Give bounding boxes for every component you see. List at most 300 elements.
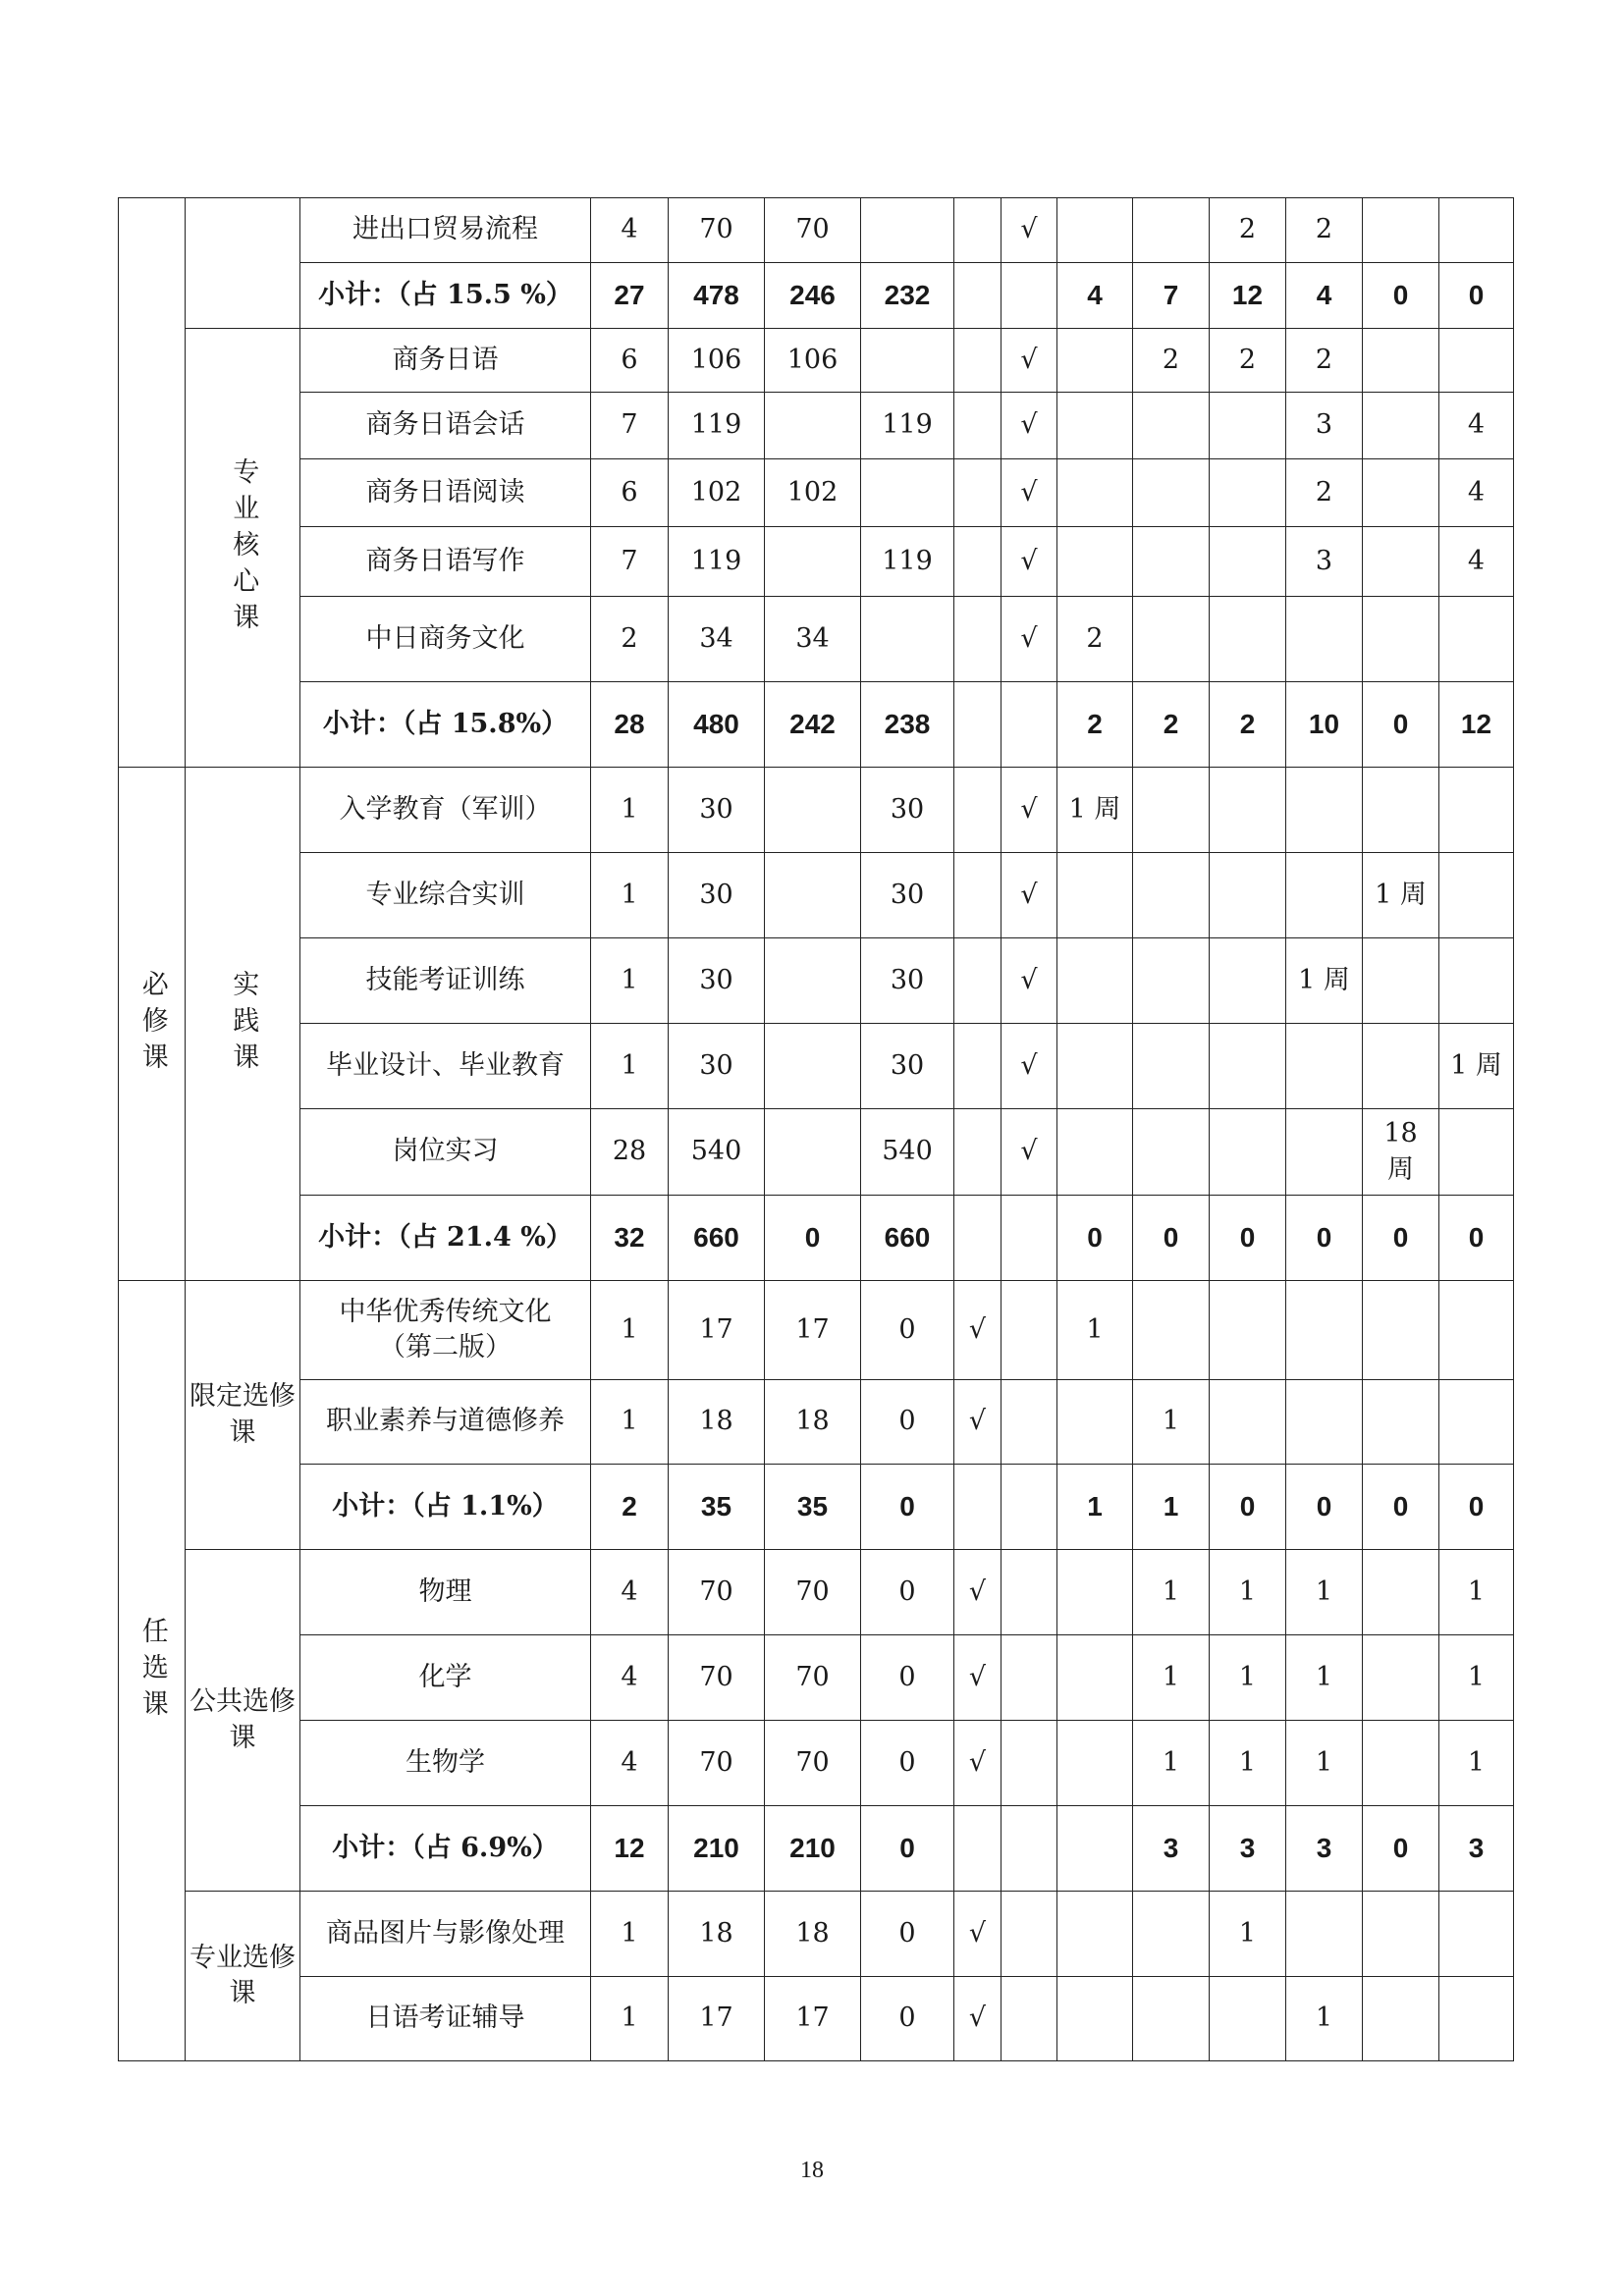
table-row [119,1892,1514,1977]
credit-cell: 4 [591,1721,669,1806]
credit-cell: 7 [591,393,669,459]
semester-1-cell [1057,1550,1133,1635]
semester-3-cell: 2 [1210,198,1286,263]
total-hours-cell: 119 [669,393,765,459]
semester-3-cell: 0 [1210,1196,1286,1281]
semester-4-cell: 2 [1286,198,1363,263]
semester-5-cell [1363,393,1439,459]
semester-1-cell [1057,1977,1133,2061]
semester-6-cell [1439,1977,1514,2061]
total-hours-cell: 540 [669,1109,765,1196]
semester-4-cell: 1 [1286,1550,1363,1635]
practice-hours-cell [861,459,954,527]
subtotal-label: 小计：（占 1.1%） [300,1465,591,1550]
semester-3-cell [1210,1380,1286,1465]
semester-2-cell: 1 [1133,1380,1210,1465]
total-hours-cell: 34 [669,597,765,682]
semester-5-cell [1363,938,1439,1024]
semester-4-cell [1286,1281,1363,1380]
semester-1-cell: 1 [1057,1465,1133,1550]
semester-1-cell [1057,1892,1133,1977]
credit-cell: 32 [591,1196,669,1281]
semester-6-cell [1439,198,1514,263]
credit-cell: 1 [591,938,669,1024]
practice-hours-cell: 0 [861,1977,954,2061]
weeks-unit: 周 [1387,1153,1414,1185]
semester-6-cell: 4 [1439,393,1514,459]
practice-hours-cell: 119 [861,393,954,459]
check-cell [1001,1380,1057,1465]
practice-hours-cell: 0 [861,1721,954,1806]
check-cell [1001,682,1057,768]
practice-hours-cell [861,597,954,682]
semester-4-cell: 2 [1286,329,1363,393]
group-label-core: 专业核心课 [186,329,300,768]
semester-1-cell: 2 [1057,597,1133,682]
group-label-public: 公共选修课 [186,1550,300,1892]
practice-hours-cell: 0 [861,1550,954,1635]
subtotal-label: 小计：（占 15.5 %） [300,263,591,329]
semester-5-cell: 0 [1363,1806,1439,1892]
table-row [119,527,1514,597]
table-row [119,459,1514,527]
subtotal-label: 小计：（占 21.4 %） [300,1196,591,1281]
semester-5-cell [1363,329,1439,393]
theory-hours-cell: 210 [765,1806,861,1892]
semester-6-cell [1439,329,1514,393]
practice-hours-cell [861,329,954,393]
course-name: 商务日语会话 [300,393,591,459]
semester-2-cell: 1 [1133,1721,1210,1806]
semester-2-cell [1133,938,1210,1024]
practice-hours-cell [861,198,954,263]
check-cell [1001,263,1057,329]
exam-cell [954,527,1001,597]
total-hours-cell: 70 [669,198,765,263]
table-row [119,1977,1514,2061]
semester-4-cell [1286,1024,1363,1109]
semester-6-cell: 12 [1439,682,1514,768]
semester-3-cell [1210,597,1286,682]
semester-6-cell: 1 [1439,1721,1514,1806]
semester-3-cell [1210,1024,1286,1109]
semester-6-cell: 0 [1439,1196,1514,1281]
total-hours-cell: 30 [669,768,765,853]
category-renxuan: 任选课 [119,1281,186,2061]
semester-5-cell: 0 [1363,1465,1439,1550]
semester-5-cell [1363,1550,1439,1635]
practice-hours-cell: 0 [861,1281,954,1380]
semester-3-cell [1210,768,1286,853]
check-cell [1001,1635,1057,1721]
semester-4-cell [1286,1109,1363,1196]
theory-hours-cell [765,938,861,1024]
total-hours-cell: 119 [669,527,765,597]
practice-hours-cell: 0 [861,1635,954,1721]
semester-2-cell [1133,198,1210,263]
check-cell: √ [1001,768,1057,853]
semester-6-cell [1439,1281,1514,1380]
semester-3-cell [1210,938,1286,1024]
check-cell [1001,1465,1057,1550]
semester-4-cell [1286,768,1363,853]
exam-cell: √ [954,1892,1001,1977]
exam-cell [954,682,1001,768]
exam-cell [954,597,1001,682]
practice-hours-cell: 30 [861,938,954,1024]
table-row [119,1550,1514,1635]
practice-hours-cell: 0 [861,1806,954,1892]
semester-4-cell: 4 [1286,263,1363,329]
semester-4-cell [1286,853,1363,938]
table-row [119,1380,1514,1465]
practice-hours-cell: 30 [861,768,954,853]
course-name: 化学 [300,1635,591,1721]
check-cell: √ [1001,597,1057,682]
exam-cell: √ [954,1550,1001,1635]
course-name: 商务日语阅读 [300,459,591,527]
exam-cell [954,263,1001,329]
credit-cell: 28 [591,682,669,768]
total-hours-cell: 660 [669,1196,765,1281]
semester-3-cell: 1 [1210,1635,1286,1721]
subtotal-row [119,1196,1514,1281]
course-name: 技能考证训练 [300,938,591,1024]
credit-cell: 1 [591,768,669,853]
curriculum-table [118,197,1514,2061]
course-name: 进出口贸易流程 [300,198,591,263]
page-number: 18 [800,2158,824,2183]
exam-cell [954,938,1001,1024]
semester-2-cell: 3 [1133,1806,1210,1892]
table-row [119,1635,1514,1721]
semester-6-cell: 1 [1439,1635,1514,1721]
theory-hours-cell: 17 [765,1281,861,1380]
check-cell: √ [1001,1109,1057,1196]
semester-3-cell [1210,393,1286,459]
theory-hours-cell: 17 [765,1977,861,2061]
subtotal-row [119,682,1514,768]
credit-cell: 1 [591,1281,669,1380]
check-cell [1001,1196,1057,1281]
check-cell [1001,1550,1057,1635]
semester-5-cell [1363,1721,1439,1806]
semester-4-cell: 2 [1286,459,1363,527]
total-hours-cell: 17 [669,1281,765,1380]
semester-2-cell: 1 [1133,1635,1210,1721]
theory-hours-cell [765,1024,861,1109]
semester-3-cell: 1 [1210,1721,1286,1806]
practice-hours-cell: 30 [861,853,954,938]
semester-3-cell: 2 [1210,682,1286,768]
check-cell [1001,1721,1057,1806]
semester-6-cell [1439,938,1514,1024]
semester-2-cell [1133,1281,1210,1380]
semester-4-cell [1286,1380,1363,1465]
semester-1-cell [1057,1635,1133,1721]
exam-cell: √ [954,1977,1001,2061]
semester-1-cell: 2 [1057,682,1133,768]
credit-cell: 2 [591,597,669,682]
course-name: 毕业设计、毕业教育 [300,1024,591,1109]
exam-cell: √ [954,1281,1001,1380]
credit-cell: 12 [591,1806,669,1892]
check-cell [1001,1281,1057,1380]
table-row [119,393,1514,459]
theory-hours-cell: 18 [765,1380,861,1465]
semester-3-cell [1210,853,1286,938]
check-cell: √ [1001,1024,1057,1109]
semester-2-cell: 1 [1133,1465,1210,1550]
semester-5-cell [1363,1109,1439,1196]
semester-4-cell: 0 [1286,1196,1363,1281]
semester-2-cell: 1 [1133,1550,1210,1635]
total-hours-cell: 102 [669,459,765,527]
theory-hours-cell: 102 [765,459,861,527]
check-cell: √ [1001,459,1057,527]
semester-6-cell: 3 [1439,1806,1514,1892]
practice-hours-cell: 0 [861,1380,954,1465]
category-cell [119,198,186,768]
course-name-line-2: （第二版） [379,1332,512,1362]
practice-hours-cell: 30 [861,1024,954,1109]
semester-1-cell: 4 [1057,263,1133,329]
semester-5-cell: 1 周 [1363,853,1439,938]
semester-3-cell: 1 [1210,1892,1286,1977]
semester-3-cell [1210,459,1286,527]
course-name: 商务日语写作 [300,527,591,597]
semester-4-cell: 1 [1286,1977,1363,2061]
course-name: 商品图片与影像处理 [300,1892,591,1977]
subtotal-row [119,263,1514,329]
semester-4-cell: 0 [1286,1465,1363,1550]
exam-cell [954,1196,1001,1281]
theory-hours-cell: 70 [765,1721,861,1806]
group-label-limited: 限定选修课 [186,1281,300,1550]
total-hours-cell: 18 [669,1892,765,1977]
semester-1-cell: 1 [1057,1281,1133,1380]
semester-2-cell [1133,853,1210,938]
table-row [119,329,1514,393]
semester-6-cell [1439,1892,1514,1977]
total-hours-cell: 35 [669,1465,765,1550]
semester-4-cell: 3 [1286,527,1363,597]
group-cell [186,198,300,329]
practice-hours-cell: 232 [861,263,954,329]
total-hours-cell: 478 [669,263,765,329]
semester-1-cell [1057,1024,1133,1109]
semester-1-cell [1057,1109,1133,1196]
theory-hours-cell: 242 [765,682,861,768]
semester-4-cell: 3 [1286,1806,1363,1892]
total-hours-cell: 70 [669,1721,765,1806]
semester-4-cell: 10 [1286,682,1363,768]
check-cell: √ [1001,938,1057,1024]
credit-cell: 1 [591,1024,669,1109]
semester-3-cell: 2 [1210,329,1286,393]
credit-cell: 6 [591,329,669,393]
semester-5-cell [1363,597,1439,682]
credit-cell: 4 [591,1635,669,1721]
semester-5-cell [1363,1024,1439,1109]
semester-5-cell [1363,1977,1439,2061]
semester-2-cell [1133,527,1210,597]
check-cell [1001,1806,1057,1892]
semester-1-cell: 0 [1057,1196,1133,1281]
semester-1-cell [1057,1380,1133,1465]
theory-hours-cell [765,768,861,853]
check-cell: √ [1001,329,1057,393]
semester-5-cell [1363,1635,1439,1721]
group-label-major: 专业选修课 [186,1892,300,2061]
exam-cell [954,1465,1001,1550]
course-name [300,1281,591,1380]
table-row [119,1721,1514,1806]
course-name: 物理 [300,1550,591,1635]
total-hours-cell: 70 [669,1635,765,1721]
theory-hours-cell: 106 [765,329,861,393]
semester-6-cell [1439,853,1514,938]
table-row [119,1109,1514,1196]
table-row [119,1281,1514,1380]
semester-3-cell: 3 [1210,1806,1286,1892]
total-hours-cell: 106 [669,329,765,393]
theory-hours-cell: 246 [765,263,861,329]
check-cell: √ [1001,393,1057,459]
semester-3-cell: 0 [1210,1465,1286,1550]
semester-2-cell [1133,1109,1210,1196]
total-hours-cell: 30 [669,1024,765,1109]
theory-hours-cell [765,1109,861,1196]
theory-hours-cell [765,393,861,459]
credit-cell: 1 [591,1380,669,1465]
practice-hours-cell: 540 [861,1109,954,1196]
exam-cell [954,1024,1001,1109]
theory-hours-cell [765,853,861,938]
credit-cell: 1 [591,1977,669,2061]
credit-cell: 27 [591,263,669,329]
course-name: 职业素养与道德修养 [300,1380,591,1465]
practice-hours-cell: 0 [861,1892,954,1977]
credit-cell: 6 [591,459,669,527]
semester-6-cell: 0 [1439,1465,1514,1550]
theory-hours-cell: 18 [765,1892,861,1977]
semester-6-cell: 1 周 [1439,1024,1514,1109]
check-cell [1001,1977,1057,2061]
semester-5-cell [1363,527,1439,597]
exam-cell: √ [954,1635,1001,1721]
check-cell: √ [1001,527,1057,597]
subtotal-row [119,1465,1514,1550]
table-row [119,1024,1514,1109]
check-cell: √ [1001,853,1057,938]
course-name: 岗位实习 [300,1109,591,1196]
table-row [119,768,1514,853]
exam-cell [954,768,1001,853]
semester-3-cell: 12 [1210,263,1286,329]
semester-3-cell [1210,1281,1286,1380]
practice-hours-cell: 0 [861,1465,954,1550]
theory-hours-cell: 70 [765,1550,861,1635]
semester-2-cell [1133,393,1210,459]
practice-hours-cell: 119 [861,527,954,597]
semester-5-cell [1363,768,1439,853]
exam-cell [954,459,1001,527]
course-name-line-1: 中华优秀传统文化 [339,1296,552,1327]
credit-cell: 2 [591,1465,669,1550]
credit-cell: 4 [591,1550,669,1635]
credit-cell: 7 [591,527,669,597]
total-hours-cell: 30 [669,853,765,938]
course-name: 商务日语 [300,329,591,393]
practice-hours-cell: 238 [861,682,954,768]
credit-cell: 1 [591,853,669,938]
category-bixiu: 必修课 [119,768,186,1281]
group-label-practice: 实践课 [186,768,300,1281]
semester-6-cell: 4 [1439,459,1514,527]
total-hours-cell: 70 [669,1550,765,1635]
exam-cell: √ [954,1721,1001,1806]
semester-5-cell [1363,459,1439,527]
semester-5-cell: 0 [1363,1196,1439,1281]
subtotal-label: 小计：（占 15.8%） [300,682,591,768]
exam-cell [954,329,1001,393]
credit-cell: 1 [591,1892,669,1977]
semester-1-cell [1057,459,1133,527]
semester-4-cell [1286,1892,1363,1977]
table-row [119,853,1514,938]
total-hours-cell: 480 [669,682,765,768]
semester-4-cell: 1 [1286,1635,1363,1721]
course-name: 专业综合实训 [300,853,591,938]
semester-4-cell: 1 [1286,1721,1363,1806]
total-hours-cell: 30 [669,938,765,1024]
semester-1-cell [1057,198,1133,263]
semester-2-cell [1133,1024,1210,1109]
exam-cell [954,393,1001,459]
theory-hours-cell: 70 [765,198,861,263]
theory-hours-cell: 34 [765,597,861,682]
semester-2-cell [1133,1977,1210,2061]
subtotal-row [119,1806,1514,1892]
theory-hours-cell [765,527,861,597]
semester-5-cell [1363,1380,1439,1465]
check-cell [1001,1892,1057,1977]
semester-3-cell [1210,1977,1286,2061]
semester-2-cell [1133,1892,1210,1977]
theory-hours-cell: 0 [765,1196,861,1281]
semester-1-cell [1057,393,1133,459]
semester-6-cell: 4 [1439,527,1514,597]
semester-1-cell [1057,1806,1133,1892]
semester-2-cell: 7 [1133,263,1210,329]
weeks-count: 18 [1383,1118,1418,1149]
table-row [119,198,1514,263]
semester-6-cell [1439,1380,1514,1465]
exam-cell [954,198,1001,263]
semester-4-cell [1286,597,1363,682]
semester-3-cell [1210,1109,1286,1196]
semester-1-cell: 1 周 [1057,768,1133,853]
semester-6-cell [1439,1109,1514,1196]
semester-4-cell: 3 [1286,393,1363,459]
semester-5-cell [1363,198,1439,263]
semester-2-cell [1133,768,1210,853]
semester-5-cell: 0 [1363,682,1439,768]
theory-hours-cell: 35 [765,1465,861,1550]
semester-1-cell [1057,527,1133,597]
semester-5-cell [1363,1892,1439,1977]
